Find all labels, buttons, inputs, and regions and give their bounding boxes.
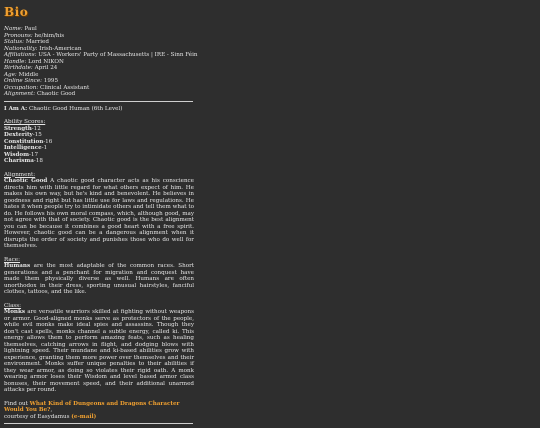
- profile-row-status: Status: Married: [4, 39, 49, 45]
- profile-row-nationality: Nationality: Irish-American: [4, 45, 82, 52]
- profile-list: [4, 26, 198, 98]
- profile-row-pronouns: Pronouns: he/him/his: [4, 32, 65, 39]
- stat-constitution: Constitution-16: [4, 138, 53, 145]
- quiz-link[interactable]: What Kind of Dungeons and Dragons Character Would You Be?: [4, 400, 180, 413]
- profile-row-name: Name: Paul: [4, 26, 37, 32]
- race-heading: Race:: [4, 256, 21, 263]
- stat-intelligence: Intelligence-1: [4, 145, 48, 151]
- class-text: Monks are versatile warriors skilled at fighting without weapons or armor. Good-aligned monks serve as protectors of the people, while evil monks make ideal spies and assassins. Though they don't cast spells, monks channel a subtle energy, called ki. This energy allows them to perform amazing feats, such as healing themselves, catching arrows in flight, and dodging blows with lightning speed. Their mundane and ki-based abilities grow with experience, granting them more power over themselves and their environment. Monks suffer unique penalties to their abilities if they wear armor, as doing so violates their rigid oath. A monk wearing armor loses their Wisdom and level based armor class bonuses, their movement speed, and their additional unarmed attacks per round.: [4, 309, 194, 393]
- ability-scores: [4, 119, 194, 165]
- profile-row-birthdate: Birthdate: April 24: [4, 65, 58, 71]
- profile-row-alignment: Alignment: Chaotic Good: [4, 91, 76, 97]
- page-title: Bio: [4, 5, 29, 19]
- alignment-heading: Alignment:: [4, 171, 36, 178]
- class-heading: Class:: [4, 302, 22, 309]
- alignment-section: [4, 172, 194, 250]
- profile-row-handle: Handle: Lord NIKON: [4, 58, 64, 65]
- stat-wisdom: Wisdom-17: [4, 151, 39, 158]
- ability-heading: Ability Scores:: [4, 119, 46, 125]
- stat-charisma: Charisma-18: [4, 158, 43, 164]
- race-text: Humans are the most adaptable of the common races. Short generations and a penchant for migration and conquest have made them physically diverse as well. Humans are often unorthodox in their dress, sporting unusual hairstyles, fanciful clothes, tattoos, and the like.: [4, 263, 194, 295]
- email-link[interactable]: (e-mail): [71, 413, 97, 420]
- class-section: [4, 303, 194, 394]
- race-section: [4, 257, 194, 296]
- profile-row-online-since: Online Since: 1995: [4, 78, 59, 84]
- profile-row-age: Age: Middle: [4, 71, 39, 78]
- stat-strength: Strength-12: [4, 125, 41, 132]
- divider-top: [4, 101, 193, 102]
- bio-content: [4, 26, 198, 428]
- footer-credit: Find out What Kind of Dungeons and Dragons Character Would You Be?, courtesy of Easydamus (e-mail): [4, 400, 180, 420]
- divider-bottom: [4, 423, 193, 424]
- alignment-text: Chaotic Good A chaotic good character acts as his conscience directs him with little regard for what others expect of him. He makes his own way, but he's kind and benevolent. He believes in goodness and right but has little use for laws and regulations. He hates it when people try to intimidate others and tell them what to do. He follows his own moral compass, which, although good, may not agree with that of society. Chaotic good is the best alignment you can be because it combines a good heart with a free spirit. However, chaotic good can be a dangerous alignment when it disrupts the order of society and punishes those who do well for themselves.: [4, 178, 194, 249]
- i-am-a-line: I Am A: Chaotic Good Human (6th Level): [4, 105, 123, 112]
- stat-dexterity: Dexterity-15: [4, 132, 42, 138]
- profile-row-occupation: Occupation: Clinical Assistant: [4, 84, 90, 91]
- profile-row-affiliations: Affiliations: USA - Workers' Party of Massachusetts | IRE - Sinn Féin: [4, 52, 198, 58]
